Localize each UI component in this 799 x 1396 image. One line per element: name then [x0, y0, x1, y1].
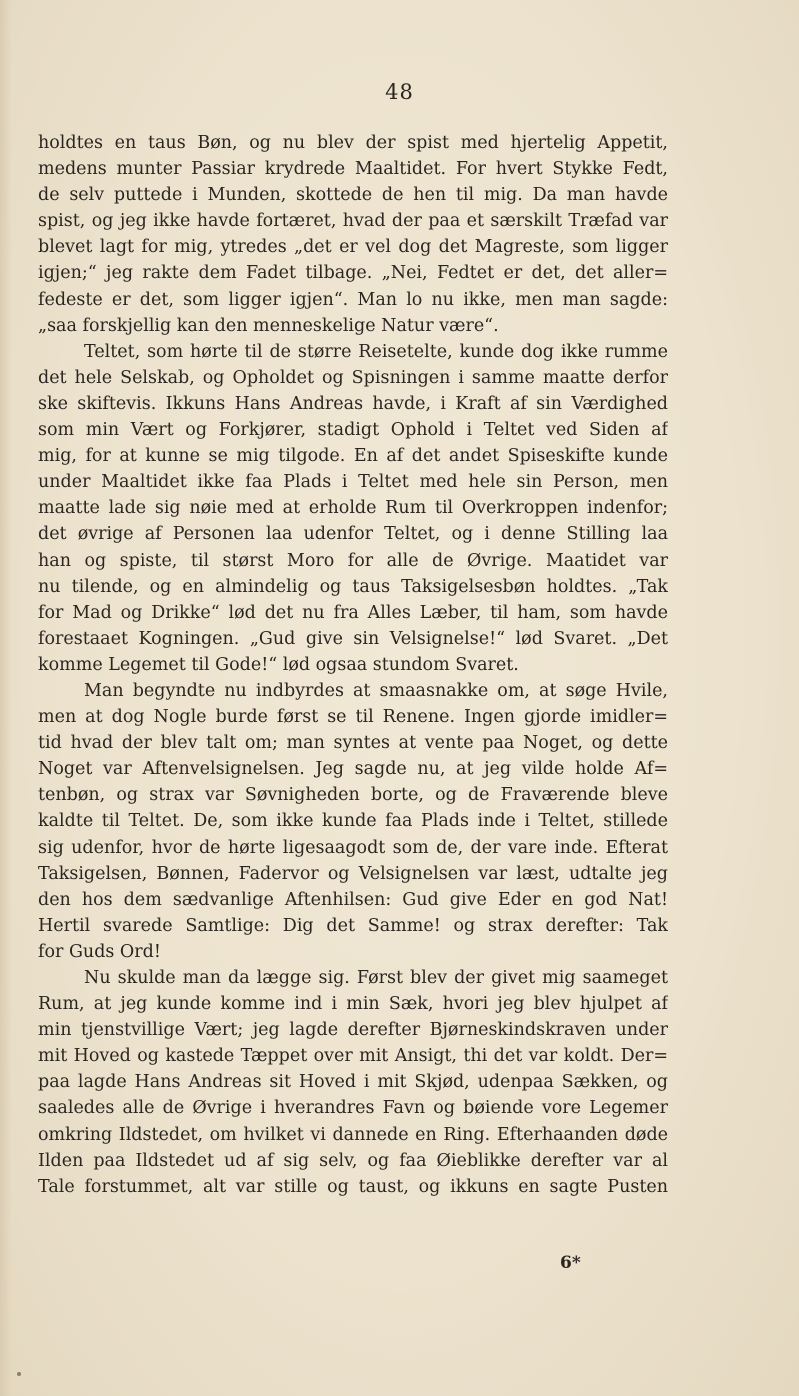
text-line: mig, for at kunne se mig tilgode. En af det andet Spiseskifte kunde	[38, 446, 668, 467]
text-line: medens munter Passiar krydrede Maaltidet. For hvert Stykke Fedt,	[38, 159, 668, 180]
text-line: paa lagde Hans Andreas sit Hoved i mit Skjød, udenpaa Sækken, og	[38, 1072, 668, 1093]
body-text	[38, 130, 668, 1200]
text-line: „saa forskjellig kan den menneskelige Natur være“.	[38, 315, 499, 336]
page-edge-shadow	[0, 0, 12, 1396]
text-line: Teltet, som hørte til de større Reisetelte, kunde dog ikke rumme	[84, 341, 668, 362]
text-line: som min Vært og Forkjører, stadigt Ophold i Teltet ved Siden af	[38, 420, 668, 441]
text-line: omkring Ildstedet, om hvilket vi dannede en Ring. Efterhaanden døde	[38, 1124, 668, 1145]
text-line: Man begyndte nu indbyrdes at smaasnakke om, at søge Hvile,	[84, 680, 668, 701]
text-line: Rum, at jeg kunde komme ind i min Sæk, hvori jeg blev hjulpet af	[38, 994, 668, 1015]
text-line: forestaaet Kogningen. „Gud give sin Velsignelse!“ lød Svaret. „Det	[38, 628, 668, 649]
text-line: ske skiftevis. Ikkuns Hans Andreas havde, i Kraft af sin Værdighed	[38, 393, 668, 414]
text-line: kaldte til Teltet. De, som ikke kunde faa Plads inde i Teltet, stillede	[38, 811, 668, 832]
text-line: mit Hoved og kastede Tæppet over mit Ansigt, thi det var koldt. Der=	[38, 1046, 668, 1067]
printer-signature-mark: 6*	[560, 1253, 581, 1273]
text-line: det hele Selskab, og Opholdet og Spisningen i samme maatte derfor	[38, 367, 668, 388]
text-line: han og spiste, til størst Moro for alle de Øvrige. Maatidet var	[38, 550, 668, 571]
text-line: for Guds Ord!	[38, 941, 161, 962]
text-line: tenbøn, og strax var Søvnigheden borte, og de Fraværende bleve	[38, 785, 668, 806]
text-line: igjen;“ jeg rakte dem Fadet tilbage. „Nei, Fedtet er det, det aller=	[38, 263, 668, 284]
text-line: under Maaltidet ikke faa Plads i Teltet med hele sin Person, men	[38, 472, 668, 493]
paper-spot	[17, 1372, 21, 1376]
text-line: sig udenfor, hvor de hørte ligesaagodt som de, der vare inde. Efterat	[38, 837, 668, 858]
text-line: fedeste er det, som ligger igjen“. Man lo nu ikke, men man sagde:	[38, 289, 668, 310]
text-line: den hos dem sædvanlige Aftenhilsen: Gud give Eder en god Nat!	[38, 889, 668, 910]
text-line: for Mad og Drikke“ lød det nu fra Alles Læber, til ham, som havde	[38, 602, 668, 623]
text-line: komme Legemet til Gode!“ lød ogsaa stundom Svaret.	[38, 654, 519, 675]
text-line: Tale forstummet, alt var stille og taust, og ikkuns en sagte Pusten	[38, 1176, 668, 1197]
text-line: maatte lade sig nøie med at erholde Rum til Overkroppen indenfor;	[38, 498, 668, 519]
text-line: nu tilende, og en almindelig og taus Taksigelsesbøn holdtes. „Tak	[38, 576, 668, 597]
text-line: Hertil svarede Samtlige: Dig det Samme! og strax derefter: Tak	[38, 915, 668, 936]
text-line: Noget var Aftenvelsignelsen. Jeg sagde nu, at jeg vilde holde Af=	[38, 759, 668, 780]
text-line: Nu skulde man da lægge sig. Først blev der givet mig saameget	[84, 968, 668, 988]
text-line: det øvrige af Personen laa udenfor Teltet, og i denne Stilling laa	[38, 524, 668, 545]
text-line: min tjenstvillige Vært; jeg lagde derefter Bjørneskindskraven under	[38, 1020, 668, 1041]
text-line: tid hvad der blev talt om; man syntes at vente paa Noget, og dette	[38, 733, 668, 754]
text-line: Ilden paa Ildstedet ud af sig selv, og faa Øieblikke derefter var al	[38, 1150, 668, 1171]
text-line: men at dog Nogle burde først se til Renene. Ingen gjorde imidler=	[38, 707, 668, 728]
text-line: de selv puttede i Munden, skottede de hen til mig. Da man havde	[38, 185, 668, 206]
text-line: spist, og jeg ikke havde fortæret, hvad der paa et særskilt Træfad var	[38, 211, 668, 232]
page-number: 48	[385, 80, 414, 104]
text-line: saaledes alle de Øvrige i hverandres Favn og bøiende vore Legemer	[38, 1098, 668, 1119]
text-line: holdtes en taus Bøn, og nu blev der spist med hjertelig Appetit,	[38, 133, 668, 153]
text-line: blevet lagt for mig, ytredes „det er vel dog det Magreste, som ligger	[38, 237, 668, 258]
text-line: Taksigelsen, Bønnen, Fadervor og Velsignelsen var læst, udtalte jeg	[38, 863, 668, 884]
